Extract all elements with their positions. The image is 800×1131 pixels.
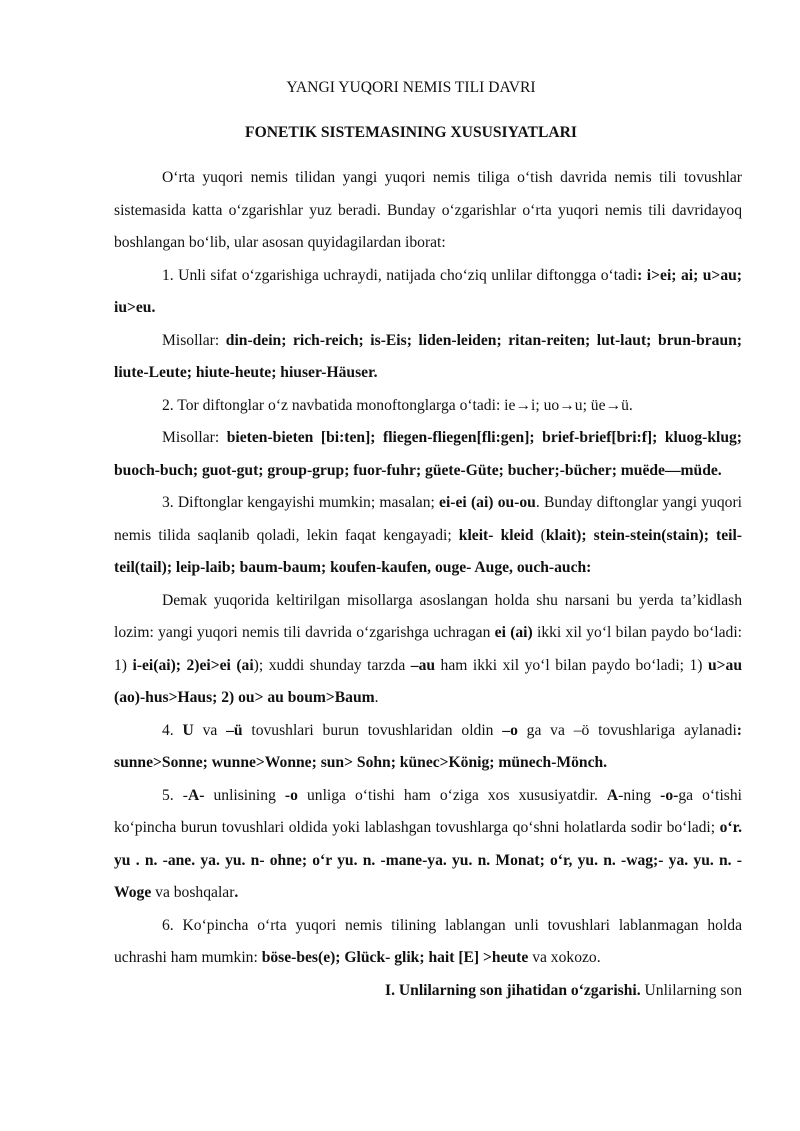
paragraph-point-1 xyxy=(114,260,742,325)
text-run: ga o‘tishi ko‘pincha burun tovushlari oldida yoki lablashgan tovushlarga qo‘shni holatlarda sodir bo‘ladi; xyxy=(114,786,742,836)
text-run: ikki xil yo‘l bilan paydo bo‘ladi: 1) xyxy=(114,624,742,674)
text-run: Unlilarning son xyxy=(640,981,742,999)
text-run: . xyxy=(374,689,379,706)
bold-text: böse-bes(e); Glück- glik; hait [E] >heute xyxy=(261,949,529,966)
document-body xyxy=(114,162,742,1007)
document-subtitle: FONETIK SISTEMASINING XUSUSIYATLARI xyxy=(245,124,577,141)
bold-text: A- xyxy=(187,786,205,804)
paragraph-point-5 xyxy=(114,780,742,910)
text-run: ); xuddi shunday tarzda xyxy=(253,656,411,674)
bold-text: o‘r. yu . n. -ane. ya. yu. n- ohne; o‘r yu. n. -mane-ya. yu. n. Monat; o‘r, yu. n. -wag;- ya. yu. n. -Woge xyxy=(114,819,742,901)
paragraph-intro xyxy=(114,162,742,260)
text-run: ga va –ö tovushlariga aylanadi xyxy=(517,721,737,739)
text-run: ( xyxy=(533,526,546,544)
text-run: va xokozo. xyxy=(528,949,601,966)
text-run: 3. Diftonglar kengayishi mumkin; masalan; xyxy=(162,494,440,511)
paragraph-point-6 xyxy=(114,910,742,975)
bold-text: u>au (ao)-hus>Haus; 2) ou> au boum>Baum xyxy=(114,656,742,706)
bold-text: –ü xyxy=(226,721,243,739)
bold-text: -o- xyxy=(660,786,679,804)
text-run: va xyxy=(193,721,227,739)
text-run: 2. Tor diftonglar o‘z navbatida monoftonglarga o‘tadi: ie→i; uo→u; üe→ü. xyxy=(162,396,633,414)
text-run: 5. - xyxy=(162,786,188,804)
paragraph-examples-1 xyxy=(114,325,742,390)
bold-text: bieten-bieten [bi:ten]; fliegen-fliegen[fli:gen]; brief-brief[bri:f]; kluog-klug; buoch-buch; guot-gut; group-grup; fuor-fuhr; güete-Güte; bucher;-bücher; muëde—müde. xyxy=(114,429,742,479)
text-run: unlisining xyxy=(204,786,285,804)
text-run: Demak yuqorida keltirilgan misollarga asoslangan holda shu narsani bu yerda ta’kidlash lozim: yangi yuqori nemis tili davrida o‘zgarishga uchragan xyxy=(114,591,742,641)
text-run: O‘rta yuqori nemis tilidan yangi yuqori nemis tiliga o‘tish davrida nemis tili tovushlar sistemasida katta o‘zgarishlar yuz beradi. Bunday o‘zgarishlar o‘rta yuqori nemis tili davridayoq boshlangan bo‘lib, ular asosan quyidagilardan iborat: xyxy=(114,169,742,251)
bold-text: din-dein; rich-reich; is-Eis; liden-leiden; ritan-reiten; lut-laut; brun-braun; liute-Leute; hiute-heute; hiuser-Häuser. xyxy=(114,331,742,381)
bold-text: –o xyxy=(502,721,518,739)
paragraph-point-2 xyxy=(114,390,742,423)
paragraph-conclusion xyxy=(114,585,742,715)
text-run: 1. Unli sifat o‘zgarishiga uchraydi, natijada cho‘ziq unlilar diftongga o‘tadi xyxy=(162,266,638,284)
bold-text: klait); stein-stein(stain); teil-teil(tail); leip-laib; baum-baum; koufen-kaufen, ouge- Auge, ouch-auch: xyxy=(114,526,742,576)
bold-text: A xyxy=(606,786,619,804)
paragraph-examples-2 xyxy=(114,422,742,487)
text-run: 4. xyxy=(162,721,183,739)
bold-text: U xyxy=(182,721,194,739)
text-run: . Bunday diftonglar yangi yuqori nemis tilida saqlanib qoladi, lekin faqat kengayadi; xyxy=(114,494,742,544)
text-run: ham ikki xil yo‘l bilan paydo bo‘ladi; 1) xyxy=(435,656,708,674)
bold-text: ei-ei (ai) ou-ou xyxy=(439,494,536,511)
bold-text: ei (ai) xyxy=(494,624,533,641)
bold-text: . xyxy=(234,884,239,901)
paragraph-point-4 xyxy=(114,715,742,780)
text-run: va boshqalar xyxy=(151,884,235,901)
text-run: tovushlari burun tovushlaridan oldin xyxy=(242,721,503,739)
paragraph-point-3 xyxy=(114,487,742,585)
text-run: unliga o‘tishi ham o‘ziga xos xususiyatdir. xyxy=(297,786,607,804)
document-title: YANGI YUQORI NEMIS TILI DAVRI xyxy=(286,79,536,96)
bold-text: –au xyxy=(410,656,436,674)
bold-text: I. Unlilarning son jihatidan o‘zgarishi. xyxy=(385,981,641,999)
text-run: Misollar: xyxy=(162,429,227,446)
text-run: Misollar: xyxy=(162,331,226,349)
bold-text: : sunne>Sonne; wunne>Wonne; sun> Sohn; künec>König; münech-Mönch. xyxy=(114,721,742,771)
bold-text: : i>ei; ai; u>au; iu>eu. xyxy=(114,266,742,316)
text-run: -ning xyxy=(618,786,661,804)
paragraph-section-heading xyxy=(114,975,742,1008)
bold-text: kleit- kleid xyxy=(458,526,534,544)
text-run: 6. Ko‘pincha o‘rta yuqori nemis tilining lablangan unli tovushlari lablanmagan holda uchrashi ham mumkin: xyxy=(114,916,742,966)
bold-text: i-ei(ai); 2)ei>ei (ai xyxy=(132,656,254,674)
bold-text: -o xyxy=(284,786,298,804)
